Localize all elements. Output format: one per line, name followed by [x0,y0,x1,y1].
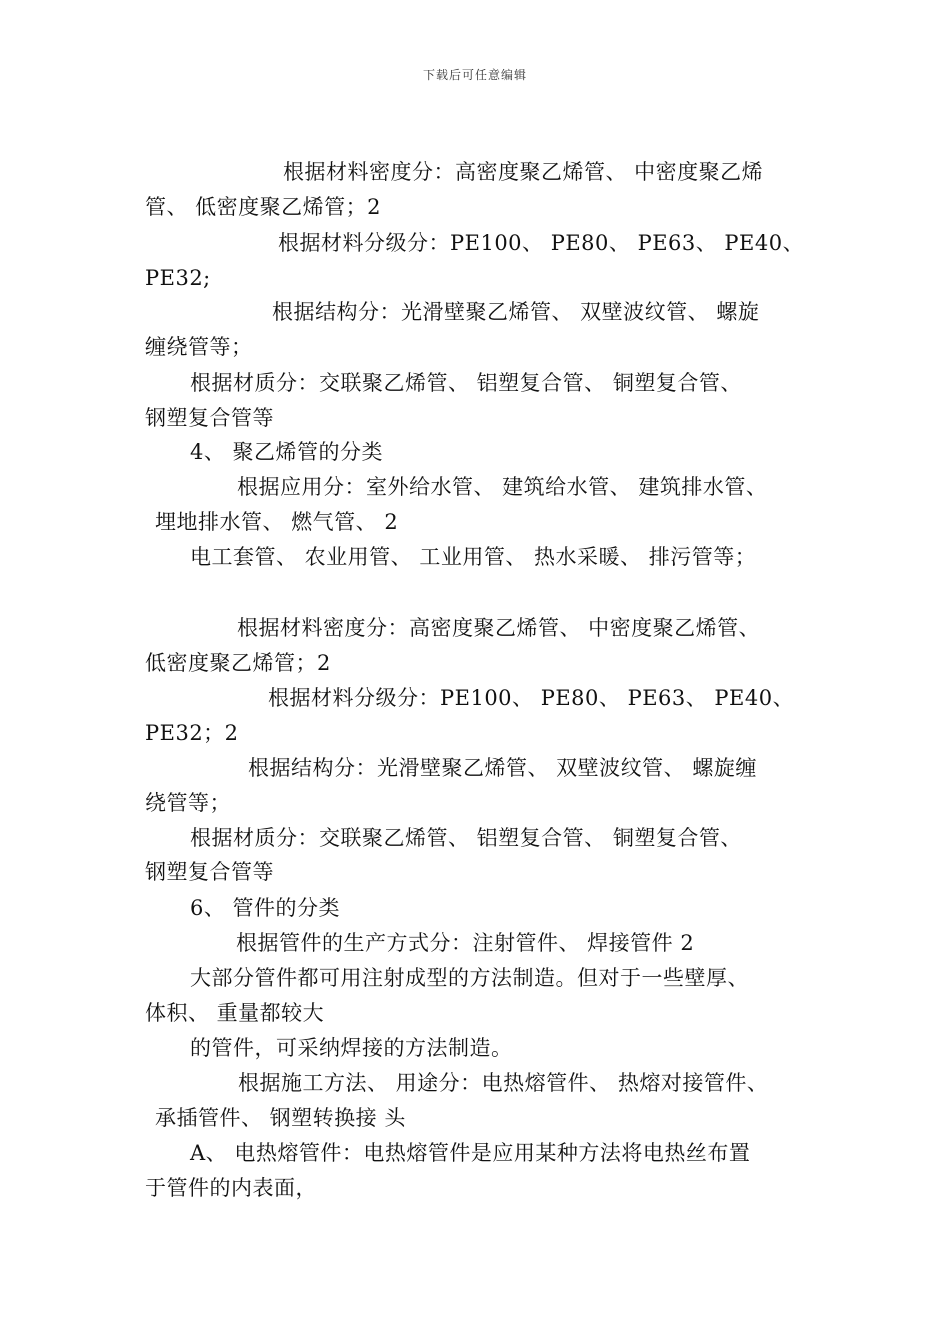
section-heading: 6、 管件的分类 [190,896,341,920]
text-line: 电工套管、 农业用管、 工业用管、 热水采暖、 排污管等； [190,545,757,569]
page-header: 下载后可任意编辑 [422,68,527,82]
text-line: 根据材料密度分：高密度聚乙烯管、 中密度聚乙烯管、 [237,616,761,640]
text-line: 根据应用分：室外给水管、 建筑给水管、 建筑排水管、 [237,475,768,499]
text-line: 的管件，可采纳焊接的方法制造。 [190,1036,513,1060]
text-line: 根据结构分：光滑壁聚乙烯管、 双壁波纹管、 螺旋 [272,300,760,324]
text-line: 根据材质分：交联聚乙烯管、 铝塑复合管、 铜塑复合管、 [190,371,742,395]
text-line: 缠绕管等； [145,335,253,359]
text-line: 管、 低密度聚乙烯管；2 [145,195,382,219]
text-line: 低密度聚乙烯管；2 [145,651,331,675]
section-heading: 4、 聚乙烯管的分类 [190,440,384,464]
text-line: PE32; [145,266,211,290]
text-line: 绕管等； [145,791,231,815]
text-line: 根据结构分：光滑壁聚乙烯管、 双壁波纹管、 螺旋缠 [248,756,757,780]
text-line: 根据材料密度分：高密度聚乙烯管、 中密度聚乙烯 [283,160,764,184]
text-line: 埋地排水管、 燃气管、 2 [155,510,399,534]
text-line: 根据管件的生产方式分：注射管件、 焊接管件 2 [236,931,695,955]
text-line: 承插管件、 钢塑转换接 头 [155,1106,406,1130]
text-line: 于管件的内表面， [145,1176,317,1200]
text-line: 大部分管件都可用注射成型的方法制造。但对于一些壁厚、 [190,966,749,990]
text-line: 根据材料分级分：PE100、 PE80、 PE63、 PE40、 [268,686,795,710]
text-line: PE32；2 [145,721,239,745]
text-line: 根据材料分级分：PE100、 PE80、 PE63、 PE40、 [278,231,805,255]
text-line: 体积、 重量都较大 [145,1001,325,1025]
text-line: 钢塑复合管等 [145,860,274,884]
text-line: 钢塑复合管等 [145,406,274,430]
text-line: A、 电热熔管件：电热熔管件是应用某种方法将电热丝布置 [190,1141,751,1165]
text-line: 根据施工方法、 用途分：电热熔管件、 热熔对接管件、 [238,1071,769,1095]
text-line: 根据材质分：交联聚乙烯管、 铝塑复合管、 铜塑复合管、 [190,826,742,850]
